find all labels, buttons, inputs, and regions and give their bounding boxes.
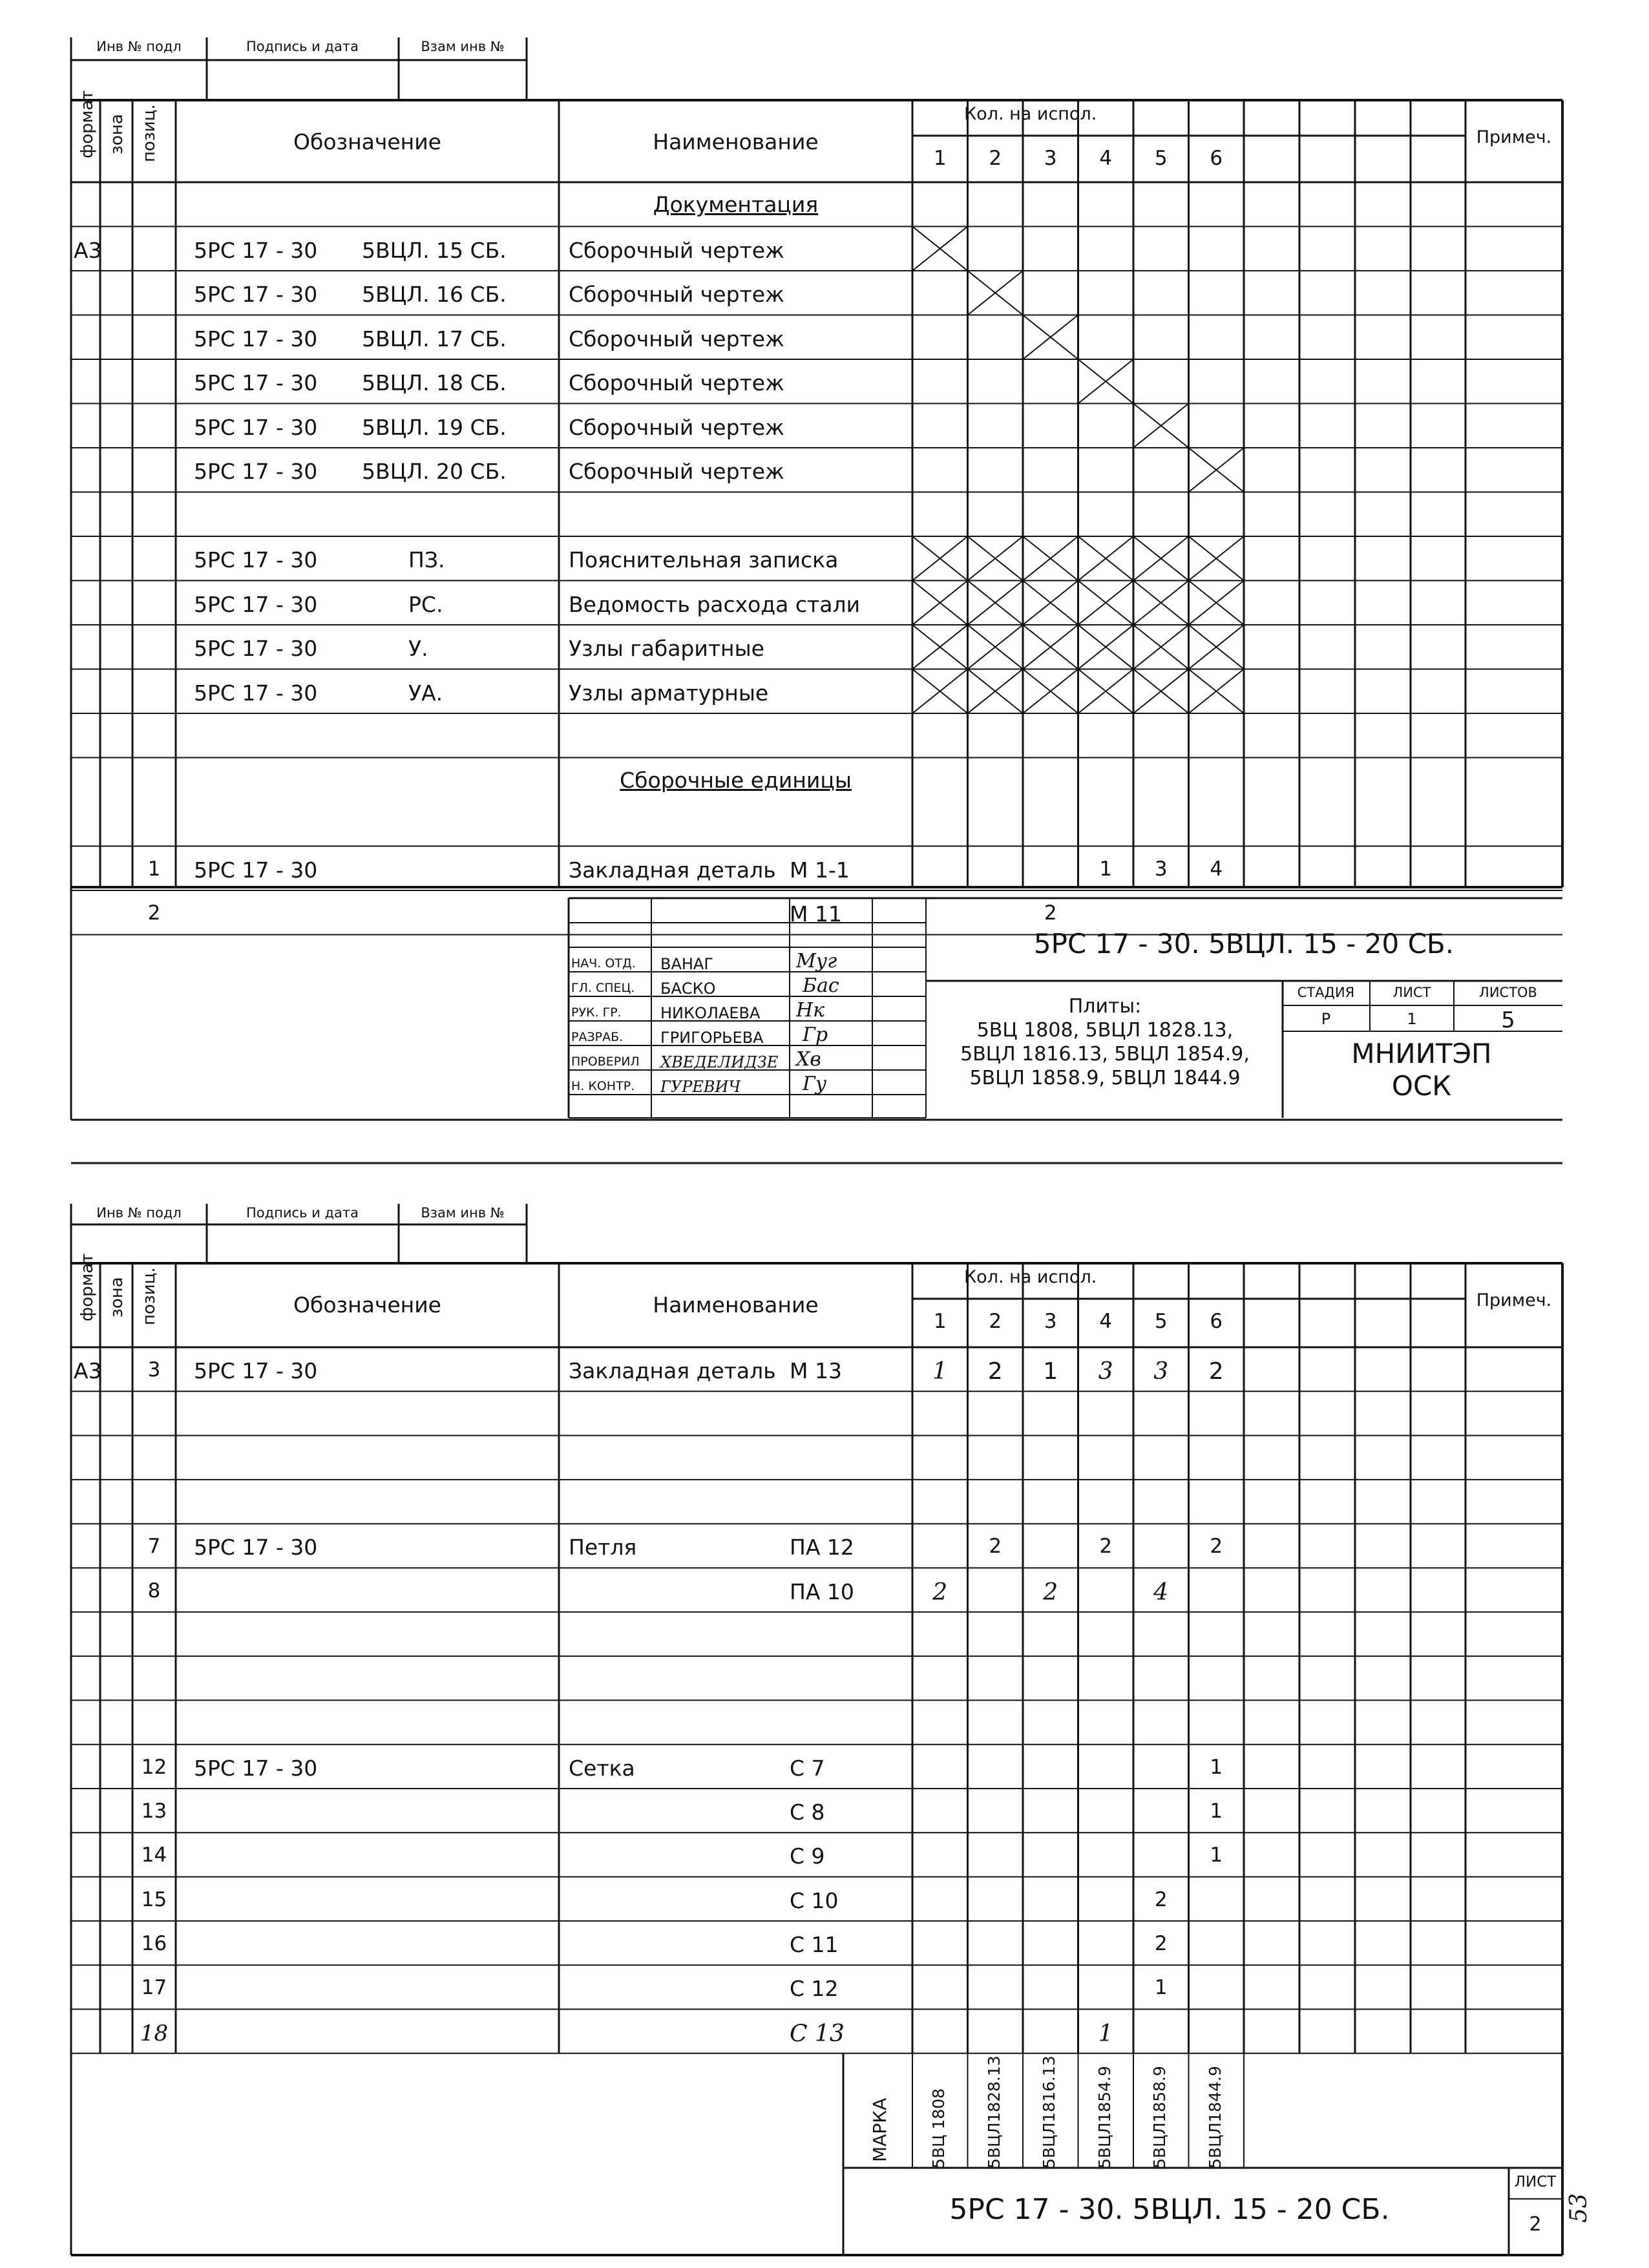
list-value: 2	[1529, 2213, 1542, 2236]
poz-cell: 17	[141, 1976, 167, 2000]
mark-cell: С 13	[790, 2020, 845, 2047]
product-line: 5ВЦ 1808, 5ВЦЛ 1828.13,	[976, 1019, 1234, 1042]
organization-name: МНИИТЭП	[1351, 1038, 1492, 1069]
title-designation: 5РС 17 - 30. 5ВЦЛ. 15 - 20 СБ.	[1033, 928, 1455, 960]
qty-cell: 1	[1043, 1358, 1058, 1385]
name-cell: Сборочный чертеж	[569, 370, 784, 395]
designation-code: 5РС 17 - 30	[194, 636, 318, 661]
col-number-2: 2	[989, 147, 1002, 170]
poz-header: позиц.	[140, 1267, 159, 1325]
qty-cell: 4	[1210, 857, 1223, 881]
poz-cell: 12	[141, 1755, 167, 1779]
person-name: НИКОЛАЕВА	[660, 1004, 761, 1022]
designation-code: 5РС 17 - 30	[194, 857, 318, 883]
poz-cell: 3	[147, 1358, 161, 1381]
stadia-label: СТАДИЯ	[1297, 985, 1355, 1000]
list-value: 1	[1407, 1010, 1417, 1028]
designation-suffix: У.	[408, 636, 428, 661]
role-label: Н. КОНТР.	[571, 1079, 635, 1093]
qty-cell: 1	[1099, 857, 1113, 881]
designation-suffix: УА.	[408, 680, 443, 706]
name-cell: Пояснительная записка	[569, 547, 839, 572]
person-name: БАСКО	[660, 980, 716, 998]
designation-suffix: 5ВЦЛ. 17 СБ.	[362, 326, 507, 352]
role-label: РУК. ГР.	[571, 1005, 622, 1020]
zona-header: зона	[107, 1277, 127, 1318]
designation-code: 5РС 17 - 30	[194, 1755, 318, 1781]
designation-suffix: 5ВЦЛ. 16 СБ.	[362, 282, 507, 307]
person-name: ГРИГОРЬЕВА	[660, 1029, 764, 1047]
qty-cell: 1	[1098, 2020, 1113, 2047]
product-line: 5ВЦЛ 1816.13, 5ВЦЛ 1854.9,	[960, 1043, 1250, 1066]
mark-code: 5ВЦЛ1844.9	[1205, 2066, 1224, 2168]
qty-cell: 2	[1154, 1887, 1168, 1911]
inv-podl-label: Инв № подл	[96, 1205, 182, 1221]
zona-header: зона	[107, 114, 127, 154]
mark-cell: С 11	[790, 1931, 839, 1957]
oboznachenie-header: Обозначение	[293, 1292, 441, 1318]
col-number-1: 1	[933, 147, 947, 170]
designation-suffix: 5ВЦЛ. 19 СБ.	[362, 414, 507, 440]
mark-cell: С 10	[790, 1887, 839, 1913]
person-name: ГУРЕВИЧ	[660, 1078, 741, 1096]
mark-cell: С 8	[790, 1800, 825, 1825]
kol-header: Кол. на испол.	[964, 104, 1097, 124]
section-assembly-units: Сборочные единицы	[620, 767, 852, 793]
qty-cell: 2	[1099, 1535, 1113, 1559]
designation-suffix: РС.	[408, 591, 443, 617]
mark-cell: С 9	[790, 1843, 825, 1869]
col-number-6: 6	[1210, 147, 1223, 170]
name-cell: Сборочный чертеж	[569, 237, 784, 263]
designation-code: 5РС 17 - 30	[194, 1535, 318, 1560]
col-number-4: 4	[1099, 1310, 1113, 1333]
role-label: ГЛ. СПЕЦ.	[571, 981, 635, 995]
handwritten-signature: Бас	[803, 974, 839, 997]
role-label: НАЧ. ОТД.	[571, 956, 636, 971]
qty-cell: 2	[989, 1535, 1002, 1559]
qty-cell: 2	[1044, 901, 1057, 925]
poz-cell: 16	[141, 1931, 167, 1955]
designation-code: 5РС 17 - 30	[194, 547, 318, 572]
qty-cell: 1	[1210, 1843, 1223, 1867]
col-number-1: 1	[933, 1310, 947, 1333]
primech-header: Примеч.	[1476, 1290, 1552, 1310]
mark-cell: ПА 10	[790, 1579, 854, 1604]
qty-cell: 2	[987, 1358, 1003, 1385]
stadia-value: Р	[1321, 1010, 1331, 1028]
mark-code: 5ВЦЛ1858.9	[1150, 2066, 1169, 2168]
format-cell: А3	[74, 1358, 102, 1383]
name-cell: Сборочный чертеж	[569, 326, 784, 352]
mark-cell: М 13	[790, 1358, 842, 1383]
poz-cell: 13	[141, 1800, 167, 1823]
qty-cell: 2	[932, 1579, 948, 1606]
designation-code: 5РС 17 - 30	[194, 282, 318, 307]
col-number-6: 6	[1210, 1310, 1223, 1333]
list-label: ЛИСТ	[1392, 985, 1431, 1000]
handwritten-signature: Гу	[803, 1073, 827, 1095]
designation-code: 5РС 17 - 30	[194, 326, 318, 352]
col-number-3: 3	[1044, 1310, 1057, 1333]
designation-code: 5РС 17 - 30	[194, 459, 318, 484]
poz-cell: 2	[147, 901, 161, 925]
handwritten-signature: Муг	[796, 950, 837, 972]
qty-cell: 2	[1043, 1579, 1058, 1606]
mark-cell: С 7	[790, 1755, 825, 1781]
name-cell: Закладная деталь	[569, 1358, 776, 1383]
listov-value: 5	[1501, 1007, 1515, 1033]
handwritten-signature: Нк	[796, 999, 825, 1022]
col-number-2: 2	[989, 1310, 1002, 1333]
product-line: 5ВЦЛ 1858.9, 5ВЦЛ 1844.9	[969, 1067, 1241, 1089]
designation-suffix: 5ВЦЛ. 20 СБ.	[362, 459, 507, 484]
col-number-3: 3	[1044, 147, 1057, 170]
oboznachenie-header: Обозначение	[293, 129, 441, 154]
poz-cell: 14	[141, 1843, 167, 1867]
mark-code: 5ВЦЛ1854.9	[1095, 2066, 1114, 2168]
mark-code: 5ВЦ 1808	[929, 2088, 948, 2168]
designation-suffix: ПЗ.	[408, 547, 445, 572]
mark-code: 5ВЦЛ1828.13	[984, 2055, 1003, 2168]
poz-cell: 18	[140, 2020, 169, 2046]
inv-podl-label: Инв № подл	[96, 39, 182, 54]
person-name: ХВЕДЕЛИДЗЕ	[660, 1053, 779, 1071]
poz-cell: 1	[147, 857, 161, 881]
designation-code: 5РС 17 - 30	[194, 1358, 318, 1383]
poz-header: позиц.	[140, 104, 159, 162]
name-cell: Ведомость расхода стали	[569, 591, 861, 617]
qty-cell: 4	[1153, 1579, 1169, 1606]
designation-suffix: 5ВЦЛ. 15 СБ.	[362, 237, 507, 263]
name-cell: Сборочный чертеж	[569, 282, 784, 307]
format-cell: А3	[74, 237, 102, 263]
mark-cell: С 12	[790, 1976, 839, 2002]
footer-designation: 5РС 17 - 30. 5ВЦЛ. 15 - 20 СБ.	[949, 2193, 1390, 2226]
organization-name: ОСК	[1391, 1070, 1452, 1102]
qty-cell: 2	[1208, 1358, 1224, 1385]
podpis-data-label: Подпись и дата	[246, 1205, 359, 1221]
marka-label: МАРКА	[869, 2097, 890, 2162]
name-cell: Сборочный чертеж	[569, 459, 784, 484]
mark-cell: М 1-1	[790, 857, 850, 883]
qty-cell: 1	[1210, 1800, 1223, 1823]
col-number-5: 5	[1154, 147, 1168, 170]
name-cell: Закладная деталь	[569, 857, 776, 883]
poz-cell: 15	[141, 1887, 167, 1911]
role-label: ПРОВЕРИЛ	[571, 1055, 640, 1069]
designation-code: 5РС 17 - 30	[194, 591, 318, 617]
page-number: 53	[1566, 2193, 1592, 2223]
handwritten-signature: Гр	[803, 1024, 828, 1046]
col-number-4: 4	[1099, 147, 1113, 170]
mark-code: 5ВЦЛ1816.13	[1040, 2055, 1058, 2168]
name-cell: Сборочный чертеж	[569, 414, 784, 440]
name-cell: Петля	[569, 1535, 637, 1560]
product-line: Плиты:	[1068, 995, 1142, 1018]
poz-cell: 8	[147, 1579, 161, 1602]
qty-cell: 1	[932, 1358, 948, 1385]
section-documentation: Документация	[653, 192, 819, 217]
qty-cell: 3	[1154, 857, 1168, 881]
col-number-5: 5	[1154, 1310, 1168, 1333]
podpis-data-label: Подпись и дата	[246, 39, 359, 54]
format-header: формат	[78, 1253, 97, 1321]
poz-cell: 7	[147, 1535, 161, 1559]
qty-cell: 3	[1098, 1358, 1113, 1385]
naimenovanie-header: Наименование	[653, 129, 819, 154]
person-name: ВАНАГ	[660, 955, 713, 973]
naimenovanie-header: Наименование	[653, 1292, 819, 1318]
designation-suffix: 5ВЦЛ. 18 СБ.	[362, 370, 507, 395]
vzam-inv-label: Взам инв №	[421, 39, 505, 54]
handwritten-signature: Хв	[796, 1048, 821, 1071]
name-cell: Узлы арматурные	[569, 680, 769, 706]
designation-code: 5РС 17 - 30	[194, 237, 318, 263]
list-label: ЛИСТ	[1514, 2174, 1557, 2190]
primech-header: Примеч.	[1476, 127, 1552, 147]
designation-code: 5РС 17 - 30	[194, 680, 318, 706]
qty-cell: 3	[1153, 1358, 1169, 1385]
qty-cell: 1	[1154, 1976, 1168, 2000]
vzam-inv-label: Взам инв №	[421, 1205, 505, 1221]
format-header: формат	[78, 90, 97, 158]
qty-cell: 1	[1210, 1755, 1223, 1779]
kol-header: Кол. на испол.	[964, 1267, 1097, 1287]
qty-cell: 2	[1210, 1535, 1223, 1559]
role-label: РАЗРАБ.	[571, 1030, 624, 1044]
designation-code: 5РС 17 - 30	[194, 414, 318, 440]
name-cell: Узлы габаритные	[569, 636, 764, 661]
name-cell: Сетка	[569, 1755, 635, 1781]
designation-code: 5РС 17 - 30	[194, 370, 318, 395]
qty-cell: 2	[1154, 1931, 1168, 1955]
mark-cell: ПА 12	[790, 1535, 854, 1560]
mark-cell: М 11	[790, 901, 842, 927]
listov-label: ЛИСТОВ	[1479, 985, 1537, 1000]
